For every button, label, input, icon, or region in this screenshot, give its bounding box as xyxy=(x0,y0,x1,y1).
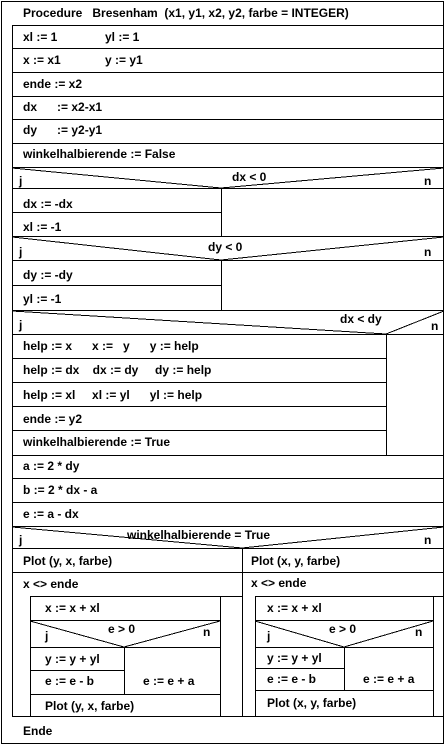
stmt-negate-dx: dx := -dx xyxy=(23,197,73,211)
condition-dy-lt-0: dy < 0 xyxy=(208,240,243,254)
if-winkelhalbierende xyxy=(12,527,444,717)
stmt-e-minus-b: e := e - b xyxy=(45,674,95,688)
branch-no-label: n xyxy=(431,319,439,333)
stmt-x-init: x := x1 xyxy=(23,53,61,67)
left-branch xyxy=(12,554,242,717)
branch-yes-label: j xyxy=(19,174,23,188)
right-branch xyxy=(242,554,444,717)
stmt-a: a := 2 * dy xyxy=(23,459,80,473)
stmt-plot-xy: Plot (x, y, farbe) xyxy=(251,554,341,568)
stmt-y-init: y := y1 xyxy=(105,53,143,67)
stmt-x-step: x := x + xl xyxy=(45,601,100,615)
stmt-e-minus-b: e := e - b xyxy=(267,672,317,686)
branch-yes-label: j xyxy=(19,318,23,332)
stmt-swap-dx-dy: help := dx dx := dy dy := help xyxy=(23,363,212,377)
stmt-yl-neg: yl := -1 xyxy=(23,292,62,306)
while-condition: x <> ende xyxy=(23,577,79,591)
procedure-header: Procedure Bresenham (x1, y1, x2, y2, farbe = INTEGER) xyxy=(23,6,349,20)
branch-yes-label: j xyxy=(267,629,271,643)
if-dx-lt-dy xyxy=(12,311,444,456)
stmt-y-step: y := y + yl xyxy=(267,651,322,665)
stmt-yl-init: yl := 1 xyxy=(105,30,140,44)
stmt-winkel-true: winkelhalbierende := True xyxy=(23,435,171,449)
stmt-xl-init: xl := 1 xyxy=(23,30,58,44)
branch-yes-label: j xyxy=(19,533,23,547)
stmt-negate-dy: dy := -dy xyxy=(23,268,73,282)
stmt-e-plus-a: e := e + a xyxy=(143,674,195,688)
stmt-b: b := 2 * dx - a xyxy=(23,483,98,497)
stmt-dy: dy := y2-y1 xyxy=(23,123,103,137)
condition-dx-lt-dy: dx < dy xyxy=(340,312,382,326)
branch-no-label: n xyxy=(424,174,432,188)
branch-no-label: n xyxy=(424,533,432,547)
stmt-plot-yx: Plot (y, x, farbe) xyxy=(23,554,113,568)
condition-dx-lt-0: dx < 0 xyxy=(232,170,267,184)
if-dy-negative xyxy=(12,237,444,311)
branch-no-label: n xyxy=(415,625,423,639)
stmt-e-plus-a: e := e + a xyxy=(363,672,415,686)
branch-yes-label: j xyxy=(45,629,49,643)
stmt-swap-x-y: help := x x := y y := help xyxy=(23,339,199,353)
while-condition: x <> ende xyxy=(251,576,307,590)
stmt-swap-xl-yl: help := xl xl := yl yl := help xyxy=(23,388,203,402)
condition-e-gt-0: e > 0 xyxy=(108,622,136,636)
branch-yes-label: j xyxy=(19,245,23,259)
if-dx-negative xyxy=(12,168,444,237)
condition-winkel-true: winkelhalbierende = True xyxy=(127,528,271,542)
stmt-y-step: y := y + yl xyxy=(45,652,100,666)
stmt-e: e := a - dx xyxy=(23,507,79,521)
stmt-ende-y2: ende := y2 xyxy=(23,412,83,426)
stmt-x-step: x := x + xl xyxy=(267,601,322,615)
stmt-xl-neg: xl := -1 xyxy=(23,220,62,234)
stmt-winkel-false: winkelhalbierende := False xyxy=(23,147,176,161)
condition-e-gt-0: e > 0 xyxy=(329,622,357,636)
stmt-ende: ende := x2 xyxy=(23,77,83,91)
branch-no-label: n xyxy=(424,245,432,259)
stmt-plot-yx-loop: Plot (y, x, farbe) xyxy=(45,699,135,713)
procedure-footer: Ende xyxy=(23,724,53,738)
stmt-dx: dx := x2-x1 xyxy=(23,100,103,114)
stmt-plot-xy-loop: Plot (x, y, farbe) xyxy=(267,696,357,710)
branch-no-label: n xyxy=(203,625,211,639)
